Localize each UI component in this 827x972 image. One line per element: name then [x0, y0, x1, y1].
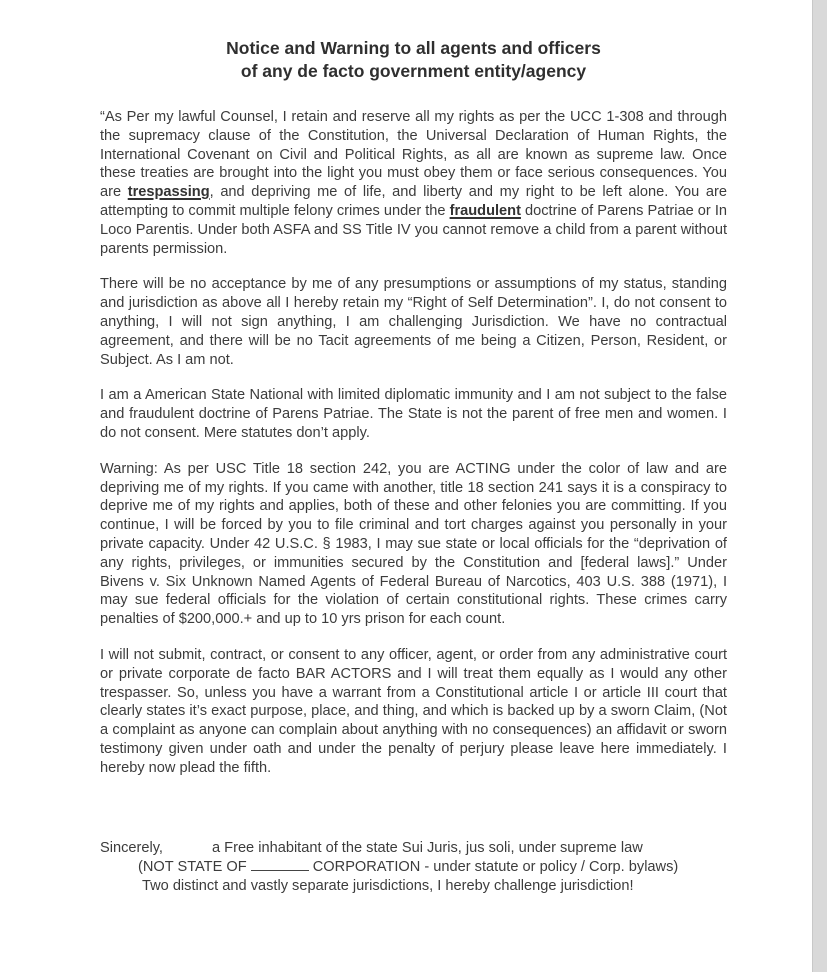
- emphasis-trespassing: trespassing: [127, 184, 210, 201]
- document-title: [0, 37, 827, 83]
- signature-line-2-start: (NOT STATE OF: [138, 858, 251, 875]
- sincerely-label: Sincerely,: [100, 840, 163, 856]
- paragraph-will-not-submit: I will not submit, contract, or consent to any officer, agent, or order from any administrative court or private corporate de facto BAR ACTORS and I will treat them equally as I would any other trespasser. So, unless you have a warrant from a Constitutional article I or article III court that clearly states it’s exact purpose, place, and thing, and which is backed up by a sworn Claim, (Not a complaint as anyone can complain about anything with no consequences) an affidavit or sworn testimony given under oath and under the penalty of perjury please leave here immediately. I hereby now plead the fifth.: [100, 646, 727, 776]
- document-body: [100, 108, 727, 792]
- signature-block: [100, 839, 740, 895]
- signature-line-3: Two distinct and vastly separate jurisdictions, I hereby challenge jurisdiction!: [142, 877, 634, 894]
- signature-line-2: [100, 858, 740, 877]
- state-blank-field: [251, 858, 309, 871]
- paragraph-1-part-b: , and depriving me of life, and liberty and my right to be left alone. You are attempting to commit multiple felony crimes under the: [100, 184, 727, 219]
- paragraph-warning: Warning: As per USC Title 18 section 242, you are ACTING under the color of law and are depriving me of my rights. If you came with another, title 18 section 241 says it is a conspiracy to deprive me of my rights and applies, both of these and other felonies you are committing. If you continue, I will be forced by you to file criminal and tort charges against you personally in your private capacity. Under 42 U.S.C. § 1983, I may sue state or local officials for the “deprivation of any rights, privileges, or immunities secured by the Constitution and [federal laws].” Under Bivens v. Six Unknown Named Agents of Federal Bureau of Narcotics, 403 U.S. 388 (1971), I may sue federal officials for the violation of certain constitutional rights. These crimes carry penalties of $200,000.+ and up to 10 yrs prison for each count.: [100, 460, 727, 628]
- signature-line-2-end: CORPORATION - under statute or policy / Corp. bylaws): [308, 858, 679, 875]
- emphasis-fraudulent: fraudulent: [449, 202, 521, 219]
- signature-descriptor: a Free inhabitant of the state Sui Juris, jus soli, under supreme law: [212, 840, 643, 856]
- title-line-1: Notice and Warning to all agents and officers: [226, 38, 601, 58]
- paragraph-1-part-c: doctrine of Parens Patriae or In Loco Parentis. Under both ASFA and SS Title IV you cannot remove a child from a parent without parents permission.: [100, 202, 727, 257]
- paragraph-counsel: [100, 108, 727, 258]
- title-line-2: of any de facto government entity/agency: [240, 61, 587, 81]
- paragraph-no-acceptance: There will be no acceptance by me of any presumptions or assumptions of my status, standing and jurisdiction as above all I hereby retain my “Right of Self Determination”. I, do not consent to anything, I will not sign anything, I am challenging Jurisdiction. We have no contractual agreement, and there will be no Tacit agreements of me being a Citizen, Person, Resident, or Subject. As I am not.: [100, 276, 727, 368]
- signature-line-1: [100, 839, 740, 858]
- paragraph-state-national: I am a American State National with limited diplomatic immunity and I am not subject to the false and fraudulent doctrine of Parens Patriae. The State is not the parent of free men and women. I do not consent. Mere statutes don’t apply.: [100, 387, 727, 441]
- paragraph-1-part-a: “As Per my lawful Counsel, I retain and reserve all my rights as per the UCC 1-308 and through the supremacy clause of the Constitution, the Universal Declaration of Human Rights, the International Covenant on Civil and Political Rights, as all are known as supreme law. Once these treaties are brought into the light you must obey them or face serious consequences. You are: [100, 109, 727, 201]
